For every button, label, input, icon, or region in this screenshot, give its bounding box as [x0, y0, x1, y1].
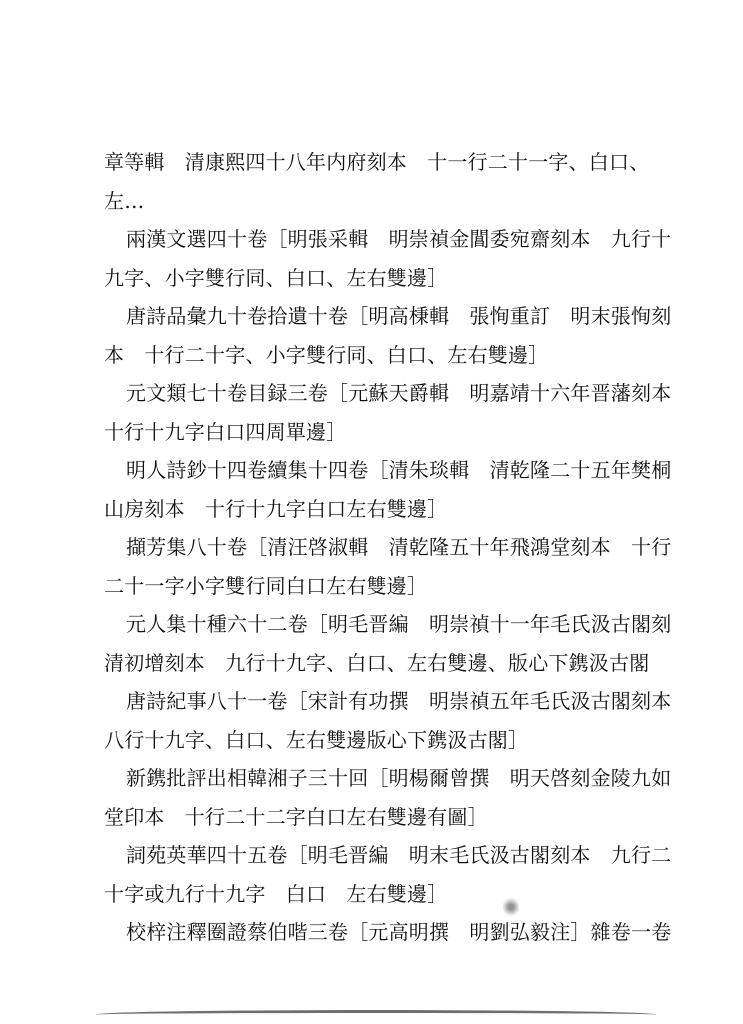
text-line: 唐詩品彙九十卷拾遺十卷［明高棅輯 張恂重訂 明末張恂刻: [126, 304, 672, 328]
text-line: 十行十九字白口四周單邊］: [104, 419, 347, 444]
text-block: [104, 143, 672, 952]
text-line: 兩漢文選四十卷［明張采輯 明崇禎金閶委宛齋刻本 九行十: [126, 227, 672, 251]
text-line: 章等輯 清康熙四十八年内府刻本 十一行二十一字、白口、: [104, 150, 650, 174]
text-line: 清初增刻本 九行十九字、白口、左右雙邊、版心下鎸汲古閣: [104, 650, 650, 675]
text-line: 校梓注釋圈證蔡伯喈三卷［元高明撰 明劉弘毅注］雜卷一卷: [126, 920, 672, 944]
page-bottom-edge: [96, 1010, 656, 1019]
text-line: 元文類七十卷目録三卷［元蘇天爵輯 明嘉靖十六年晋藩刻本: [126, 381, 672, 405]
text-line: 八行十九字、白口、左右雙邊版心下鎸汲古閣］: [104, 727, 529, 752]
text-line: 山房刻本 十行十九字白口左右雙邊］: [104, 496, 448, 521]
text-line: 明人詩鈔十四卷續集十四卷［清朱琰輯 清乾隆二十五年樊桐: [126, 458, 672, 482]
text-line: 堂印本 十行二十二字白口左右雙邊有圖］: [104, 804, 488, 829]
text-line: 九字、小字雙行同、白口、左右雙邊］: [104, 265, 448, 290]
text-line: 新鎸批評出相韓湘子三十回［明楊爾曾撰 明天啓刻金陵九如: [126, 766, 672, 790]
text-line: 十字或九行十九字 白口 左右雙邊］: [104, 881, 448, 906]
text-line: 二十一字小字雙行同白口左右雙邊］: [104, 573, 428, 598]
text-line: 擷芳集八十卷［清汪啓淑輯 清乾隆五十年飛鴻堂刻本 十行: [126, 535, 672, 559]
text-line: 唐詩紀事八十一卷［宋計有功撰 明崇禎五年毛氏汲古閣刻本: [126, 689, 672, 713]
text-line: 詞苑英華四十五卷［明毛晋編 明末毛氏汲古閣刻本 九行二: [126, 843, 672, 867]
text-line: 左…: [104, 188, 145, 213]
text-line: 本 十行二十字、小字雙行同、白口、左右雙邊］: [104, 342, 549, 367]
text-line: 元人集十種六十二卷［明毛晋編 明崇禎十一年毛氏汲古閣刻: [126, 612, 672, 636]
ink-speck: [503, 897, 519, 917]
